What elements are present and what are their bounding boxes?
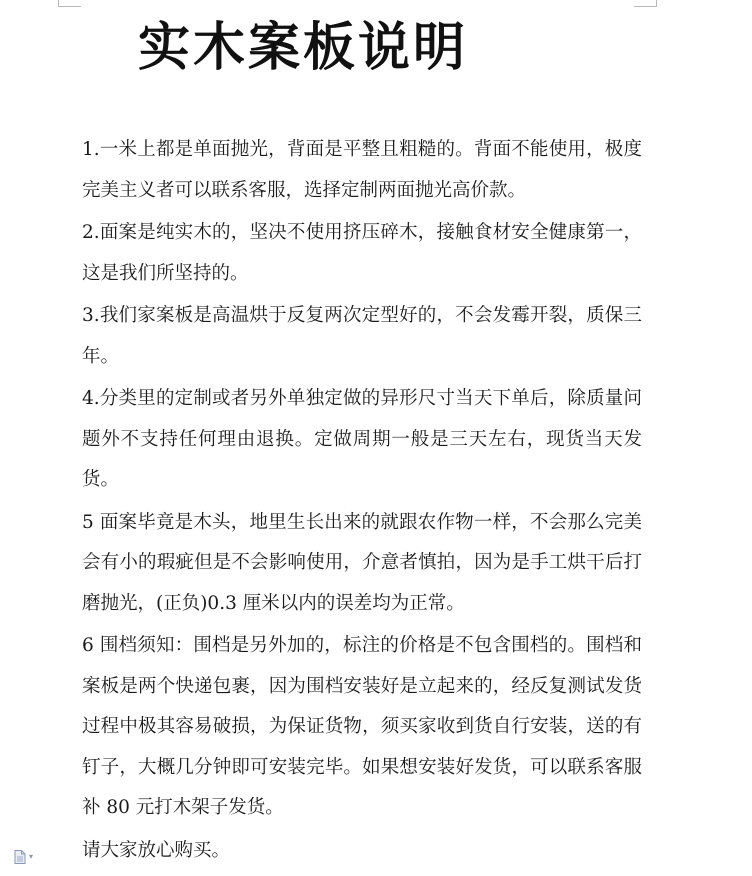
paragraph-6: 6 围档须知：围档是另外加的，标注的价格是不包含围档的。围档和案板是两个快递包裹，因为围档安装好是立起来的，经反复测试发货过程中极其容易破损，为保证货物，须买家收到货自行安装，送的有钉子，大概几分钟即可安装完毕。如果想安装好发货，可以联系客服补 80 元打木架子发货。 [82,635,642,818]
document-menu-button[interactable] [14,850,33,864]
paragraph-1: 1.一米上都是单面抛光，背面是平整且粗糙的。背面不能使用，极度完美主义者可以联系客服，选择定制两面抛光高价款。 [82,139,642,201]
paragraph-4: 4.分类里的定制或者另外单独定做的异形尺寸当天下单后，除质量问题外不支持任何理由退换。定做周期一般是三天左右，现货当天发货。 [82,388,642,490]
paragraph-5: 5 面案毕竟是木头，地里生长出来的就跟农作物一样，不会那么完美会有小的瑕疵但是不会影响使用，介意者慎拍，因为是手工烘干后打磨抛光，(正负)0.3 厘米以内的误差均为正常。 [82,511,642,614]
page-corner-mark-left [58,0,81,7]
document-icon [14,850,26,864]
document-title: 实木案板说明 [138,17,469,78]
page-corner-mark-right [634,0,657,7]
paragraph-3: 3.我们家案板是高温烘于反复两次定型好的，不会发霉开裂，质保三年。 [82,305,642,367]
dropdown-caret-icon: ▾ [29,852,34,861]
document-body [82,130,642,871]
paragraph-2: 2.面案是纯实木的，坚决不使用挤压碎木，接触食材安全健康第一，这是我们所坚持的。 [82,222,642,284]
closing-line: 请大家放心购买。 [82,839,231,861]
